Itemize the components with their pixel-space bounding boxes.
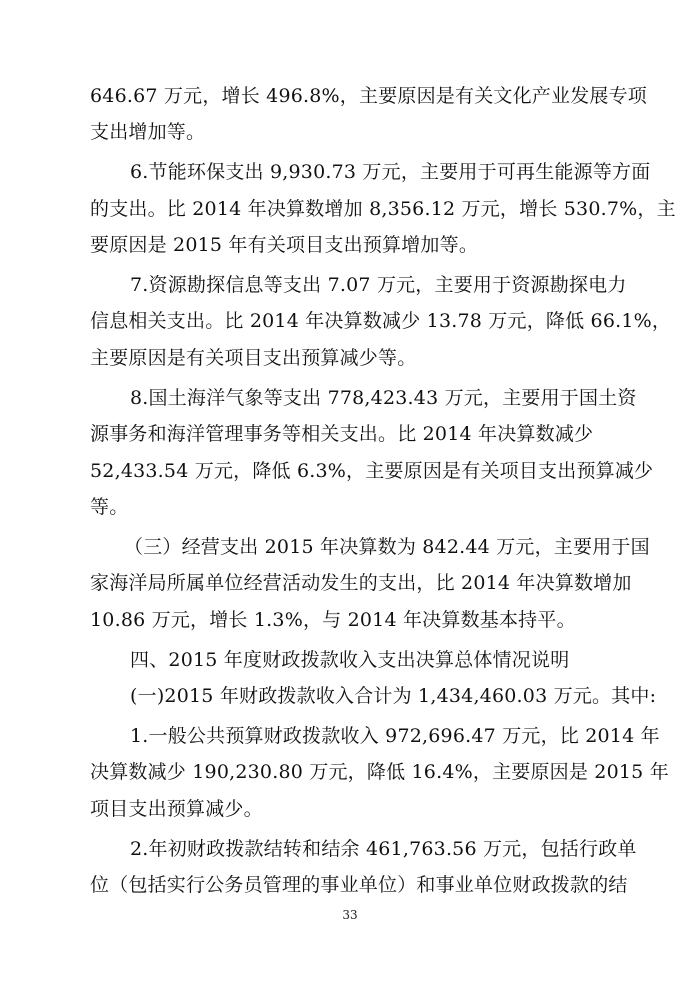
text-line: 要原因是 2015 年有关项目支出预算增加等。 (90, 234, 479, 256)
text-line: 支出增加等。 (90, 121, 206, 143)
text-line: 项目支出预算减少。 (90, 798, 263, 820)
section-heading-four: 四、2015 年度财政拨款收入支出决算总体情况说明 (130, 649, 570, 671)
item-2-start: 2.年初财政拨款结转和结余 461,763.56 万元，包括行政单 (130, 838, 637, 860)
text-line: 10.86 万元，增长 1.3%，与 2014 年决算数基本持平。 (90, 609, 576, 631)
text-line: 决算数减少 190,230.80 万元，降低 16.4%，主要原因是 2015 年 (90, 761, 669, 783)
text-line: 646.67 万元，增长 496.8%，主要原因是有关文化产业发展专项 (90, 85, 648, 107)
text-line: 的支出。比 2014 年决算数增加 8,356.12 万元，增长 530.7%，主 (90, 198, 676, 220)
section-one-start: (一)2015 年财政拨款收入合计为 1,434,460.03 万元。其中: (130, 685, 657, 707)
paragraph-7-start: 7.资源勘探信息等支出 7.07 万元，主要用于资源勘探电力 (130, 274, 627, 296)
text-line: 主要原因是有关项目支出预算减少等。 (90, 347, 417, 369)
text-line: 等。 (90, 496, 129, 518)
paragraph-6-start: 6.节能环保支出 9,930.73 万元，主要用于可再生能源等方面 (130, 161, 651, 183)
text-line: 信息相关支出。比 2014 年决算数减少 13.78 万元，降低 66.1%， (90, 310, 672, 332)
paragraph-8-start: 8.国土海洋气象等支出 778,423.43 万元，主要用于国土资 (130, 387, 637, 409)
page-number: 33 (342, 908, 358, 922)
text-line: 位（包括实行公务员管理的事业单位）和事业单位财政拨款的结 (90, 874, 628, 896)
text-line: 家海洋局所属单位经营活动发生的支出，比 2014 年决算数增加 (90, 572, 632, 594)
section-three-start: （三）经营支出 2015 年决算数为 842.44 万元，主要用于国 (124, 536, 650, 558)
text-line: 52,433.54 万元，降低 6.3%，主要原因是有关项目支出预算减少 (90, 460, 654, 482)
item-1-start: 1.一般公共预算财政拨款收入 972,696.47 万元，比 2014 年 (130, 725, 660, 747)
text-line: 源事务和海洋管理事务等相关支出。比 2014 年决算数减少 (90, 423, 594, 445)
